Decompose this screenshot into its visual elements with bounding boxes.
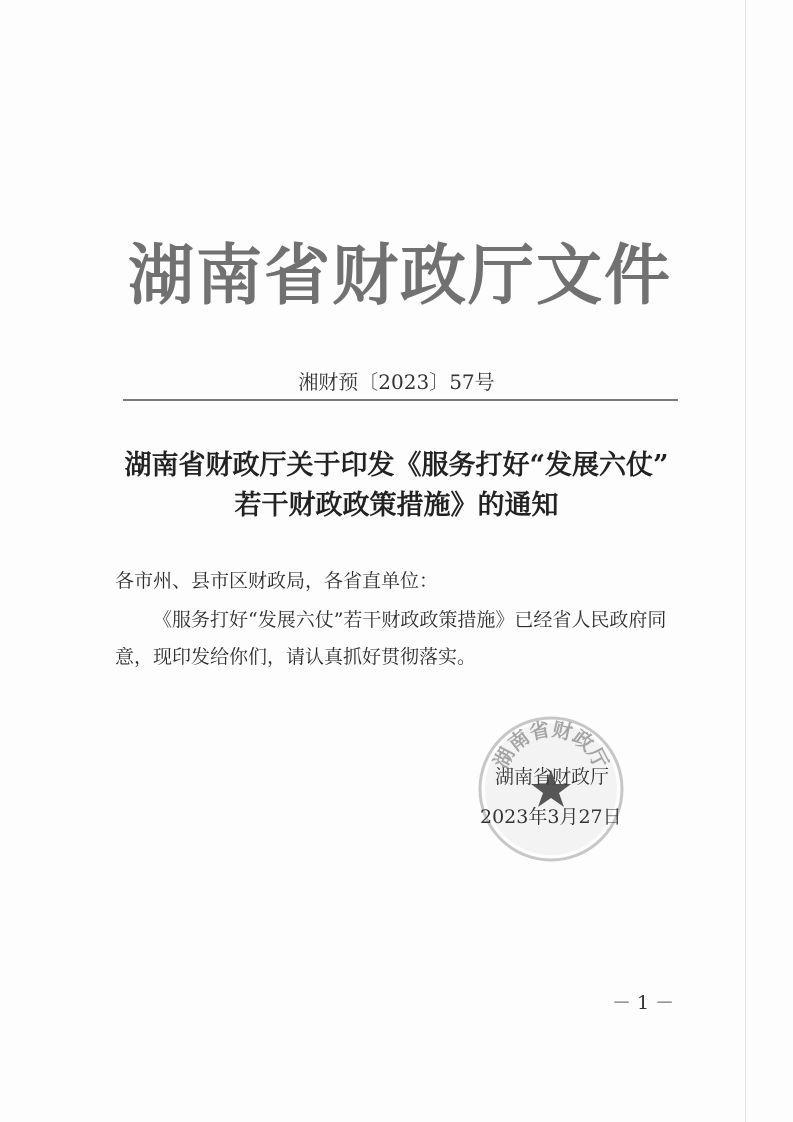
- notice-title-line-2: 若干财政政策措施》的通知: [234, 490, 559, 521]
- body-paragraph: 《服务打好“发展六仗”若干财政政策措施》已经省人民政府同意，现印发给你们，请认真抓好贯彻落实。: [115, 609, 667, 668]
- header-divider: [123, 399, 678, 401]
- notice-title: [70, 446, 723, 526]
- document-number: 湘财预〔2023〕57号: [298, 370, 495, 394]
- salutation: 各市州、县市区财政局，各省直单位：: [115, 570, 439, 592]
- document-masthead: 湖南省财政厅文件: [128, 237, 672, 314]
- page-number: － 1 －: [612, 992, 675, 1014]
- svg-text:湖南省财政厅: 湖南省财政厅: [488, 716, 614, 773]
- official-seal-icon: [476, 714, 626, 864]
- notice-title-line-1: 湖南省财政厅关于印发《服务打好“发展六仗”: [124, 450, 669, 481]
- issuer-signature: 湖南省财政厅: [495, 766, 610, 788]
- scan-edge-line: [745, 0, 746, 1122]
- issue-date: 2023年3月27日: [480, 806, 622, 828]
